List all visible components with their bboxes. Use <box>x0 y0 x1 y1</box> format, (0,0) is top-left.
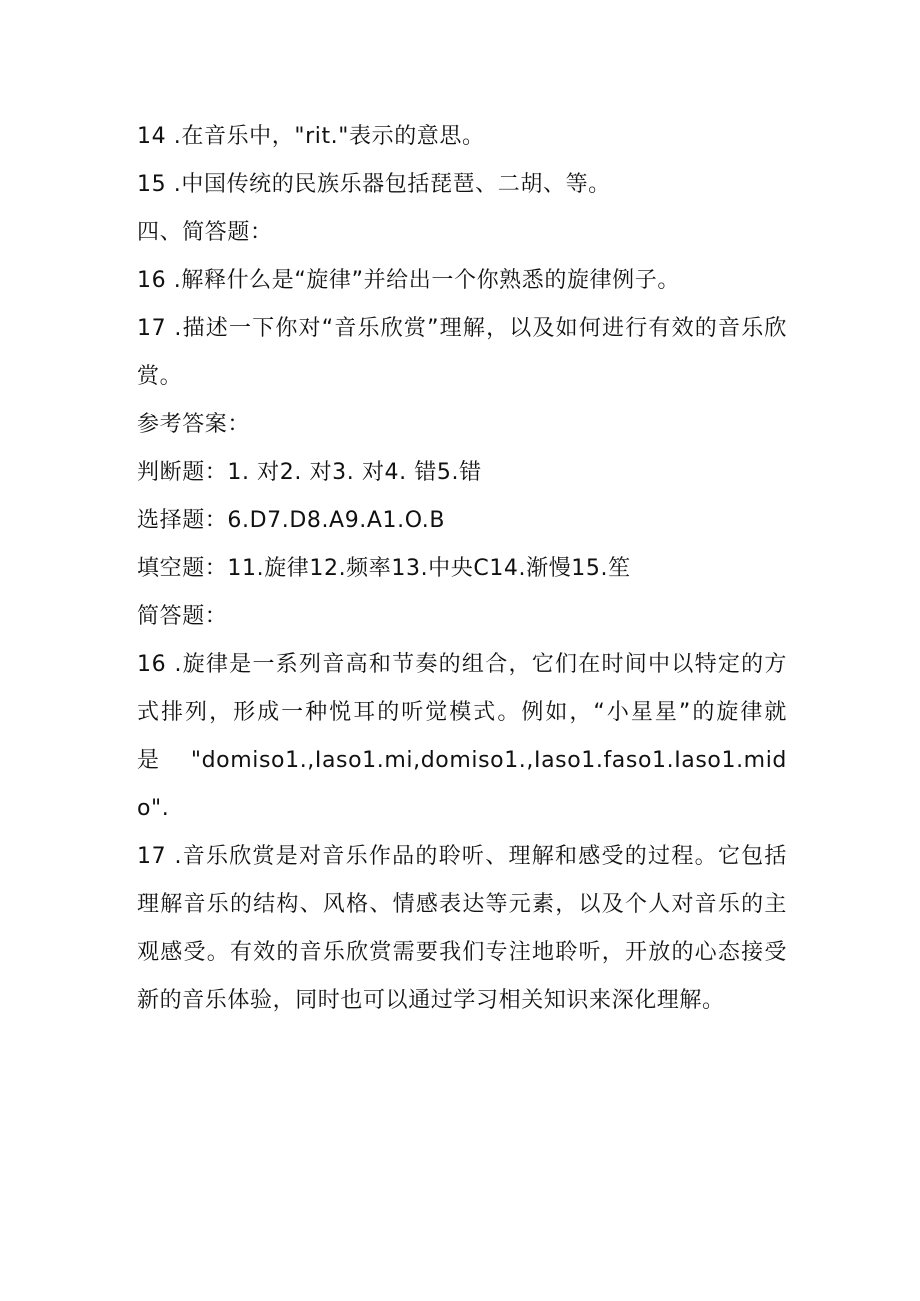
question-16: 16 .解释什么是“旋律”并给出一个你熟悉的旋律例子。 <box>137 268 680 293</box>
answers-true-false: 判断题：1. 对2. 对3. 对4. 错5.错 <box>137 460 482 485</box>
answer-17: 17 .音乐欣赏是对音乐作品的聆听、理解和感受的过程。它包括理解音乐的结构、风格、情感表达等元素，以及个人对音乐的主观感受。有效的音乐欣赏需要我们专注地聆听，开放的心态接受新的音乐体验，同时也可以通过学习相关知识来深化理解。 <box>137 844 787 1013</box>
document-body <box>137 113 787 1025</box>
answers-multiple-choice: 选择题：6.D7.D8.A9.A1.O.B <box>137 508 446 533</box>
section-heading-short-answer: 四、简答题： <box>137 220 273 245</box>
answers-fill-blank: 填空题：11.旋律12.频率13.中央C14.渐慢15.笙 <box>137 556 631 581</box>
question-14: 14 .在音乐中，"rit."表示的意思。 <box>137 124 485 149</box>
question-15: 15 .中国传统的民族乐器包括琵琶、二胡、等。 <box>137 172 611 197</box>
answer-16: 16 .旋律是一系列音高和节奏的组合，它们在时间中以特定的方式排列，形成一种悦耳的听觉模式。例如，“小星星”的旋律就是"domiso1.,Iaso1.mi,domiso1.,Iaso1.faso1.Iaso1.mido". <box>137 652 787 821</box>
answer-key-heading: 参考答案： <box>137 412 251 437</box>
answers-short-answer-heading: 简答题： <box>137 604 228 629</box>
question-17: 17 .描述一下你对“音乐欣赏”理解，以及如何进行有效的音乐欣赏。 <box>137 316 787 389</box>
